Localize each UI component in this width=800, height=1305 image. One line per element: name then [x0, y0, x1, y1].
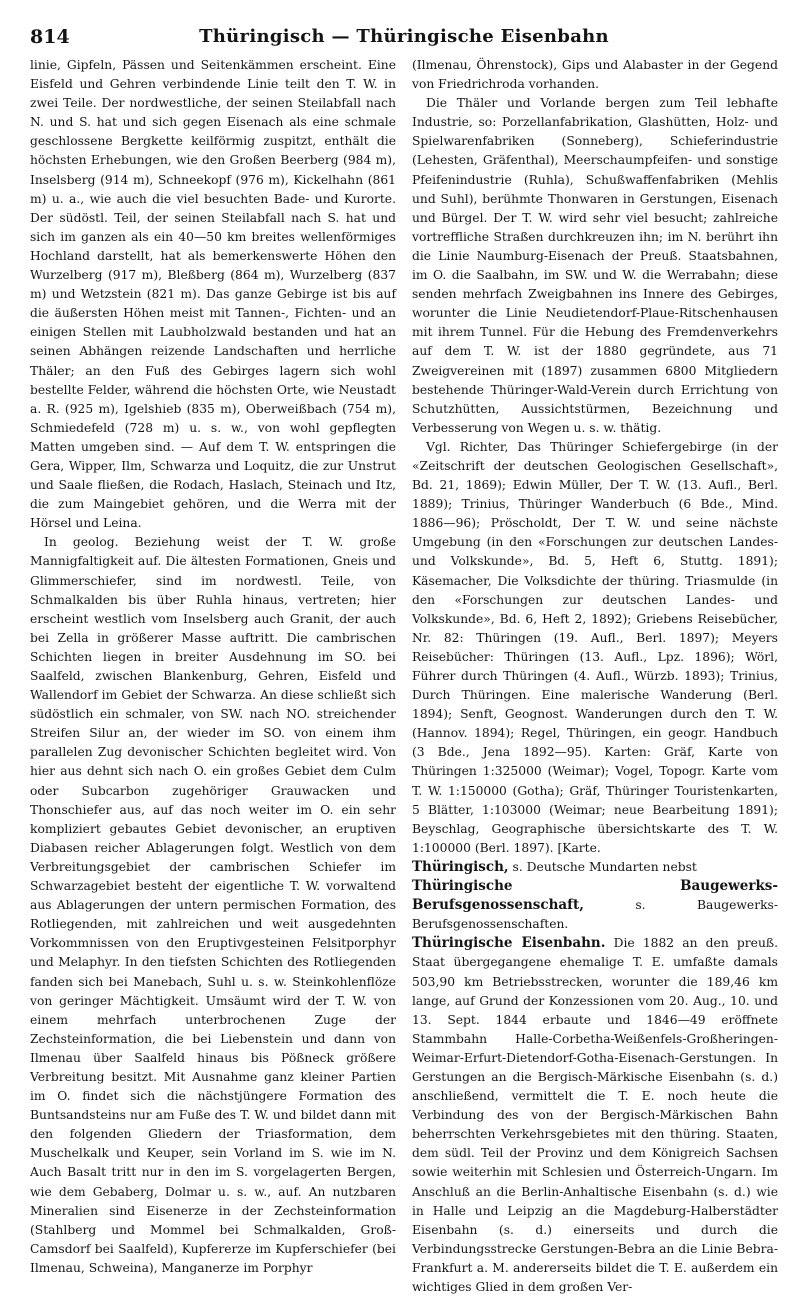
bibliography-paragraph: Vgl. Richter, Das Thüringer Schiefergebirge (in der «Zeitschrift der deutschen Geologischen Gesellschaft», Bd. 21, 1869); Edwin Müller, Der T. W. (13. Aufl., Berl. 1889); Trinius, Thüringer Wanderbuch (6 Bde., Mind. 1886—96); Pröscholdt, Der T. W. und seine nächste Umgebung (in den «Forschungen zur deutschen Landes- und Volkskunde», Bd. 5, Heft 6, Stuttg. 1891); Käsemacher, Die Volksdichte der thüring. Triasmulde (in den «Forschungen zur deutschen Landes- und Volkskunde», Bd. 6, Heft 2, 1892); Griebens Reisebücher, Nr. 82: Thüringen (19. Aufl., Berl. 1897); Meyers Reisebücher: Thüringen (13. Aufl., Lpz. 1896); Wörl, Führer durch Thüringen (4. Aufl., Würzb. 1893); Trinius, Durch Thüringen. Eine malerische Wanderung (Berl. 1894); Senft, Geognost. Wanderungen durch den T. W. (Hannov. 1894); Regel, Thüringen, ein geogr. Handbuch (3 Bde., Jena 1892—95). Karten: Gräf, Karte von Thüringen 1:325000 (Weimar); Vogel, Topogr. Karte vom T. W. 1:150000 (Gotha); Gräf, Thüringer Touristenkarten, 5 Blätter, 1:103000 (Weimar; neue Bearbeitung 1891); Beyschlag, Geographische übersichtskarte des T. W. 1:100000 (Berl. 1897). [Karte.	[412, 439, 778, 855]
headword: Thüringisch,	[412, 858, 509, 875]
entry-thueringisch	[412, 858, 778, 877]
headword: Thüringische Eisenbahn.	[412, 935, 606, 952]
paragraph: Die Thäler und Vorlande bergen zum Teil lebhafte Industrie, so: Porzellanfabrikation, Glashütten, Holz- und Spielwarenfabriken (Sonneberg), Schieferindustrie (Lehesten, Gräfenthal), Meerschaumpfeifen- und sonstige Pfeifenindustrie (Ruhla), Schußwaffenfabriken (Mehlis und Suhl), berühmte Thonwaren in Gerstungen, Eisenach und Bürgel. Der T. W. wird sehr viel besucht; zahlreiche vortreffliche Straßen durchkreuzen ihn; im N. berührt ihn die Linie Naumburg-Eisenach der Preuß. Staatsbahnen, im O. die Saalbahn, im SW. und W. die Werrabahn; diese senden mehrfach Zweigbahnen ins Innere des Gebirges, worunter die Linie Neudietendorf-Plaue-Ritschenhausen mit ihrem Tunnel. Für die Hebung des Fremdenverkehrs auf dem T. W. ist der 1880 gegründete, aus 71 Zweigvereinen mit (1897) zusammen 6800 Mitgliedern bestehende Thüringer-Wald-Verein durch Errichtung von Schutzhütten, Aussichtstürmen, Bezeichnung und Verbesserung von Wegen u. s. w. thätig.	[412, 96, 778, 435]
entry-text: s. Baugewerks-Berufsgenossenschaften.	[412, 898, 778, 932]
entry-text: Die 1882 an den preuß. Staat übergegangene ehemalige T. E. umfaßte damals 503,90 km Betriebsstrecken, worunter die 189,46 km lange, auf Grund der Konzessionen vom 20. Aug., 10. und 13. Sept. 1844 erbaute und 1846—49 eröffnete Stammbahn Halle-Corbetha-Weißenfels-Großheringen-Weimar-Erfurt-Dietendorf-Gotha-Eisenach-Gerstungen. In Gerstungen an die Bergisch-Märkische Eisenbahn (s. d.) anschließend, vermittelt die T. E. noch heute die Verbindung des von der Bergisch-Märkischen Bahn beherrschten Verkehrsgebietes mit den thüring. Staaten, dem südl. Teil der Provinz und dem Königreich Sachsen sowie weiterhin mit Schlesien und Österreich-Ungarn. Im Anschluß an die Berlin-Anhaltische Eisenbahn (s. d.) wie in Halle und Leipzig an die Magdeburg-Halberstädter Eisenbahn (s. d.) einerseits und durch die Verbindungsstrecke Gerstungen-Bebra an die Linie Bebra-Frankfurt a. M. andererseits bildet die T. E. außerdem ein wichtiges Glied in dem großen Ver-	[412, 936, 778, 1294]
left-column	[30, 56, 396, 1297]
entry-baugewerks	[412, 877, 778, 934]
entry-eisenbahn	[412, 934, 778, 1297]
paragraph: linie, Gipfeln, Pässen und Seitenkämmen erscheint. Eine Eisfeld und Gehren verbindende Linie teilt den T. W. in zwei Teile. Der nordwestliche, der seinen Steilabfall nach N. und S. hat und sich gegen Eisenach als eine schmale geschlossene Bergkette keilförmig zuspitzt, enthält die höchsten Erhebungen, wie den Großen Beerberg (984 m), Inselsberg (914 m), Schneekopf (976 m), Kickelhahn (861 m) u. a., wie auch die viel besuchten Bade- und Kurorte. Der südöstl. Teil, der seinen Steilabfall nach S. hat und sich im ganzen als ein 40—50 km breites wellenförmiges Hochland darstellt, hat als bemerkenswerte Höhen den Wurzelberg (917 m), Bleßberg (864 m), Wurzelberg (837 m) und Wetzstein (821 m). Das ganze Gebirge ist bis auf die äußersten Höhen meist mit Tannen-, Fichten- und an einigen Stellen mit Laubholzwald bestanden und hat an seinen Abhängen reizende Landschaften und herrliche Thäler; an den Fuß des Gebirges lagern sich wohl bestellte Felder, während die höchsten Orte, wie Neustadt a. R. (925 m), Igelshieb (835 m), Oberweißbach (754 m), Schmiedefeld (728 m) u. s. w., von wohl gepflegten Matten umgeben sind. — Auf dem T. W. entspringen die Gera, Wipper, Ilm, Schwarza und Loquitz, die zur Unstrut und Saale fließen, die Rodach, Haslach, Steinach und Itz, die zum Maingebiet gehören, und die Werra mit der Hörsel und Leina.	[30, 58, 396, 531]
page-header	[30, 24, 778, 56]
text-columns	[30, 56, 778, 1297]
paragraph: (Ilmenau, Öhrenstock), Gips und Alabaster in der Gegend von Friedrichroda vorhanden.	[412, 58, 778, 92]
headword: Thüringische Baugewerks-Berufsgenossenschaft,	[412, 878, 778, 914]
page-number: 814	[30, 26, 70, 48]
entry-text: s. Deutsche Mundarten nebst	[508, 859, 697, 874]
paragraph: In geolog. Beziehung weist der T. W. große Mannigfaltigkeit auf. Die ältesten Formationen, Gneis und Glimmerschiefer, sind im nordwestl. Teile, von Schmalkalden bis über Ruhla hinaus, vertreten; hier erscheint westlich vom Inselsberg auch Granit, der auch bei Zella in größerer Masse auftritt. Die cambrischen Schichten liegen in breiter Ausdehnung im SO. bei Saalfeld, zwischen Blankenburg, Gehren, Eisfeld und Wallendorf im Gebiet der Schwarza. An diese schließt sich südöstlich ein schmaler, von SW. nach NO. streichender Streifen Silur an, der wieder im SO. von einem ihm parallelen Zug devonischer Schichten begleitet wird. Von hier aus dehnt sich nach O. ein großes Gebiet dem Culm oder Subcarbon zugehöriger Grauwacken und Thonschiefer aus, auf das noch weiter im O. ein sehr kompliziert gebautes Gebiet devonischer, an eruptiven Diabasen reicher Ablagerungen folgt. Westlich von dem Verbreitungsgebiet der cambrischen Schiefer im Schwarzagebiet besteht der eigentliche T. W. vorwaltend aus Ablagerungen der untern permischen Formation, des Rotliegenden, mit zahlreichen und weit ausgedehnten Vorkommnissen von den Eruptivgesteinen Felsitporphyr und Melaphyr. In den tiefsten Schichten des Rotliegenden fanden sich bei Manebach, Suhl u. s. w. Steinkohlenflöze von geringer Mächtigkeit. Umsäumt wird der T. W. von einem mehrfach unterbrochenen Zuge der Zechsteinformation, die bei Liebenstein und dann von Ilmenau über Saalfeld hinaus bis Pößneck größere Verbreitung besitzt. Mit Ausnahme ganz kleiner Partien im O. findet sich die nächstjüngere Formation des Buntsandsteins nur am Fuße des T. W. und bildet dann mit den folgenden Gliedern der Triasformation, dem Muschelkalk und Keuper, sein Vorland im S. wie im N. Auch Basalt tritt nur in den im S. vorgelagerten Bergen, wie dem Gebaberg, Dolmar u. s. w., auf. An nutzbaren Mineralien sind Eisenerze in der Zechsteinformation (Stahlberg und Mommel bei Schmalkalden, Groß-Camsdorf bei Saalfeld), Kupfererze im Kupferschiefer (bei Ilmenau, Schweina), Manganerze im Porphyr	[30, 535, 396, 1275]
right-column	[412, 56, 778, 1297]
running-title: Thüringisch — Thüringische Eisenbahn	[199, 26, 609, 47]
